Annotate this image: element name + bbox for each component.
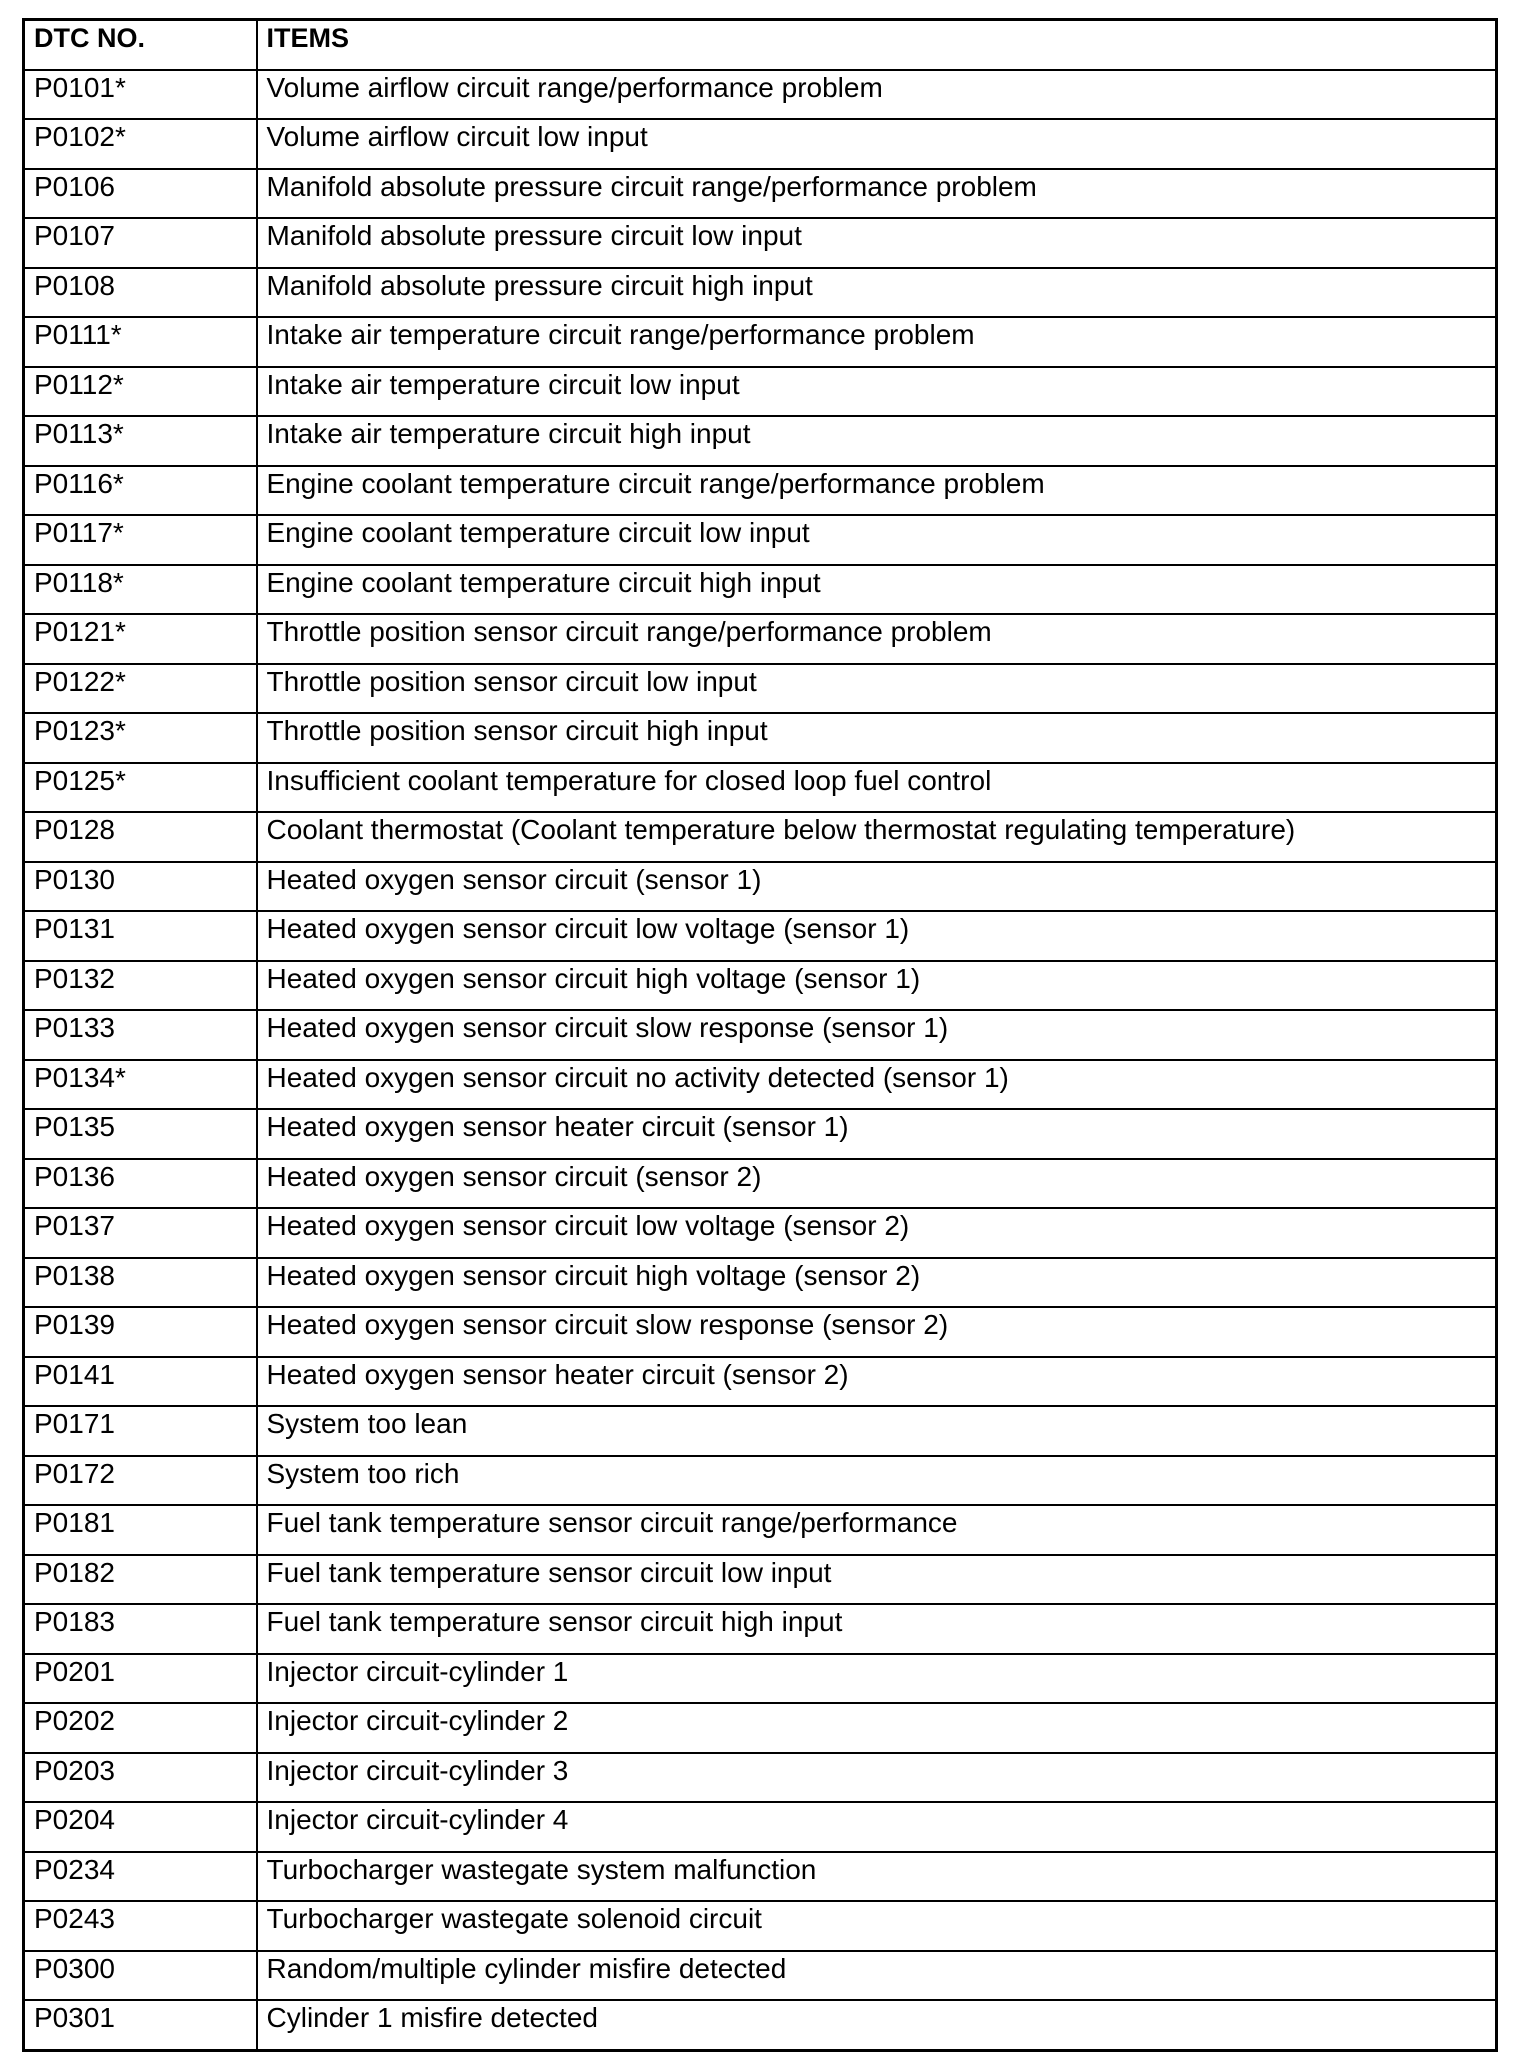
dtc-code-cell: P0135 (24, 1109, 257, 1159)
dtc-item-cell: Fuel tank temperature sensor circuit low input (257, 1555, 1497, 1605)
table-row (24, 1307, 1497, 1357)
table-row (24, 812, 1497, 862)
dtc-item-cell: Fuel tank temperature sensor circuit high input (257, 1604, 1497, 1654)
dtc-code-cell: P0107 (24, 218, 257, 268)
table-body (24, 70, 1497, 2051)
dtc-code-cell: P0204 (24, 1802, 257, 1852)
table-row (24, 367, 1497, 417)
table-row (24, 1010, 1497, 1060)
dtc-item-cell: Volume airflow circuit range/performance problem (257, 70, 1497, 120)
dtc-item-cell: Fuel tank temperature sensor circuit range/performance (257, 1505, 1497, 1555)
dtc-item-cell: Manifold absolute pressure circuit low input (257, 218, 1497, 268)
dtc-item-cell: Heated oxygen sensor heater circuit (sensor 2) (257, 1357, 1497, 1407)
dtc-code-cell: P0183 (24, 1604, 257, 1654)
dtc-item-cell: Manifold absolute pressure circuit high input (257, 268, 1497, 318)
dtc-code-cell: P0102* (24, 119, 257, 169)
dtc-code-cell: P0101* (24, 70, 257, 120)
dtc-item-cell: Injector circuit-cylinder 2 (257, 1703, 1497, 1753)
dtc-item-cell: Injector circuit-cylinder 3 (257, 1753, 1497, 1803)
dtc-item-cell: Intake air temperature circuit low input (257, 367, 1497, 417)
dtc-item-cell: Turbocharger wastegate solenoid circuit (257, 1901, 1497, 1951)
dtc-item-cell: Injector circuit-cylinder 1 (257, 1654, 1497, 1704)
dtc-item-cell: Heated oxygen sensor circuit high voltage (sensor 2) (257, 1258, 1497, 1308)
table-row (24, 911, 1497, 961)
dtc-code-cell: P0234 (24, 1852, 257, 1902)
dtc-item-cell: Random/multiple cylinder misfire detected (257, 1951, 1497, 2001)
dtc-code-cell: P0123* (24, 713, 257, 763)
table-row (24, 1109, 1497, 1159)
dtc-item-cell: Intake air temperature circuit high input (257, 416, 1497, 466)
table-row (24, 713, 1497, 763)
dtc-item-cell: Manifold absolute pressure circuit range/performance problem (257, 169, 1497, 219)
table-row (24, 1357, 1497, 1407)
table-row (24, 961, 1497, 1011)
table-row (24, 268, 1497, 318)
dtc-item-cell: Heated oxygen sensor circuit no activity detected (sensor 1) (257, 1060, 1497, 1110)
table-row (24, 317, 1497, 367)
dtc-code-cell: P0108 (24, 268, 257, 318)
dtc-code-cell: P0116* (24, 466, 257, 516)
dtc-code-cell: P0134* (24, 1060, 257, 1110)
dtc-item-cell: Throttle position sensor circuit low input (257, 664, 1497, 714)
table-row (24, 2000, 1497, 2050)
dtc-item-cell: Intake air temperature circuit range/performance problem (257, 317, 1497, 367)
dtc-code-cell: P0111* (24, 317, 257, 367)
dtc-code-cell: P0130 (24, 862, 257, 912)
table-row (24, 1555, 1497, 1605)
dtc-code-cell: P0138 (24, 1258, 257, 1308)
table-header (24, 20, 1497, 70)
dtc-item-cell: System too lean (257, 1406, 1497, 1456)
dtc-code-cell: P0128 (24, 812, 257, 862)
table-row (24, 1258, 1497, 1308)
table-row (24, 1753, 1497, 1803)
dtc-code-cell: P0181 (24, 1505, 257, 1555)
table-row (24, 664, 1497, 714)
dtc-code-cell: P0243 (24, 1901, 257, 1951)
dtc-item-cell: Heated oxygen sensor circuit high voltage (sensor 1) (257, 961, 1497, 1011)
table-row (24, 1802, 1497, 1852)
table-row (24, 1852, 1497, 1902)
dtc-code-cell: P0301 (24, 2000, 257, 2050)
table-row (24, 169, 1497, 219)
table-row (24, 1505, 1497, 1555)
dtc-item-cell: Throttle position sensor circuit range/performance problem (257, 614, 1497, 664)
dtc-item-cell: Insufficient coolant temperature for closed loop fuel control (257, 763, 1497, 813)
dtc-item-cell: Engine coolant temperature circuit range/performance problem (257, 466, 1497, 516)
table-row (24, 862, 1497, 912)
table-row (24, 1060, 1497, 1110)
dtc-code-cell: P0141 (24, 1357, 257, 1407)
table-row (24, 1208, 1497, 1258)
dtc-item-cell: Heated oxygen sensor circuit slow response (sensor 1) (257, 1010, 1497, 1060)
table-row (24, 1406, 1497, 1456)
table-row (24, 119, 1497, 169)
dtc-item-cell: Injector circuit-cylinder 4 (257, 1802, 1497, 1852)
dtc-code-cell: P0171 (24, 1406, 257, 1456)
dtc-code-cell: P0137 (24, 1208, 257, 1258)
dtc-code-cell: P0202 (24, 1703, 257, 1753)
dtc-item-cell: Engine coolant temperature circuit high input (257, 565, 1497, 615)
dtc-code-cell: P0132 (24, 961, 257, 1011)
dtc-code-cell: P0125* (24, 763, 257, 813)
dtc-code-cell: P0131 (24, 911, 257, 961)
dtc-item-cell: Heated oxygen sensor circuit (sensor 1) (257, 862, 1497, 912)
table-row (24, 416, 1497, 466)
dtc-code-cell: P0121* (24, 614, 257, 664)
dtc-code-cell: P0122* (24, 664, 257, 714)
dtc-code-cell: P0182 (24, 1555, 257, 1605)
dtc-code-cell: P0118* (24, 565, 257, 615)
table-row (24, 1654, 1497, 1704)
table-row (24, 1951, 1497, 2001)
dtc-code-cell: P0139 (24, 1307, 257, 1357)
dtc-code-cell: P0201 (24, 1654, 257, 1704)
header-items: ITEMS (257, 20, 1497, 70)
dtc-code-cell: P0136 (24, 1159, 257, 1209)
dtc-item-cell: Heated oxygen sensor circuit low voltage (sensor 2) (257, 1208, 1497, 1258)
header-row (24, 20, 1497, 70)
table-row (24, 1703, 1497, 1753)
dtc-item-cell: System too rich (257, 1456, 1497, 1506)
table-row (24, 466, 1497, 516)
table-row (24, 218, 1497, 268)
table-row (24, 763, 1497, 813)
dtc-code-cell: P0113* (24, 416, 257, 466)
dtc-item-cell: Throttle position sensor circuit high input (257, 713, 1497, 763)
table-row (24, 1456, 1497, 1506)
header-dtc-no: DTC NO. (24, 20, 257, 70)
table-row (24, 614, 1497, 664)
dtc-code-cell: P0300 (24, 1951, 257, 2001)
dtc-item-cell: Engine coolant temperature circuit low input (257, 515, 1497, 565)
dtc-code-cell: P0117* (24, 515, 257, 565)
dtc-code-cell: P0172 (24, 1456, 257, 1506)
table-row (24, 515, 1497, 565)
dtc-item-cell: Volume airflow circuit low input (257, 119, 1497, 169)
table-row (24, 1901, 1497, 1951)
dtc-code-cell: P0203 (24, 1753, 257, 1803)
table-row (24, 1604, 1497, 1654)
dtc-item-cell: Heated oxygen sensor circuit (sensor 2) (257, 1159, 1497, 1209)
dtc-item-cell: Heated oxygen sensor circuit low voltage (sensor 1) (257, 911, 1497, 961)
table-row (24, 70, 1497, 120)
table-row (24, 1159, 1497, 1209)
dtc-code-cell: P0133 (24, 1010, 257, 1060)
dtc-item-cell: Turbocharger wastegate system malfunction (257, 1852, 1497, 1902)
dtc-item-cell: Coolant thermostat (Coolant temperature below thermostat regulating temperature) (257, 812, 1497, 862)
dtc-item-cell: Cylinder 1 misfire detected (257, 2000, 1497, 2050)
dtc-code-cell: P0112* (24, 367, 257, 417)
dtc-code-cell: P0106 (24, 169, 257, 219)
table-row (24, 565, 1497, 615)
dtc-item-cell: Heated oxygen sensor heater circuit (sensor 1) (257, 1109, 1497, 1159)
dtc-item-cell: Heated oxygen sensor circuit slow response (sensor 2) (257, 1307, 1497, 1357)
dtc-table (22, 18, 1498, 2052)
